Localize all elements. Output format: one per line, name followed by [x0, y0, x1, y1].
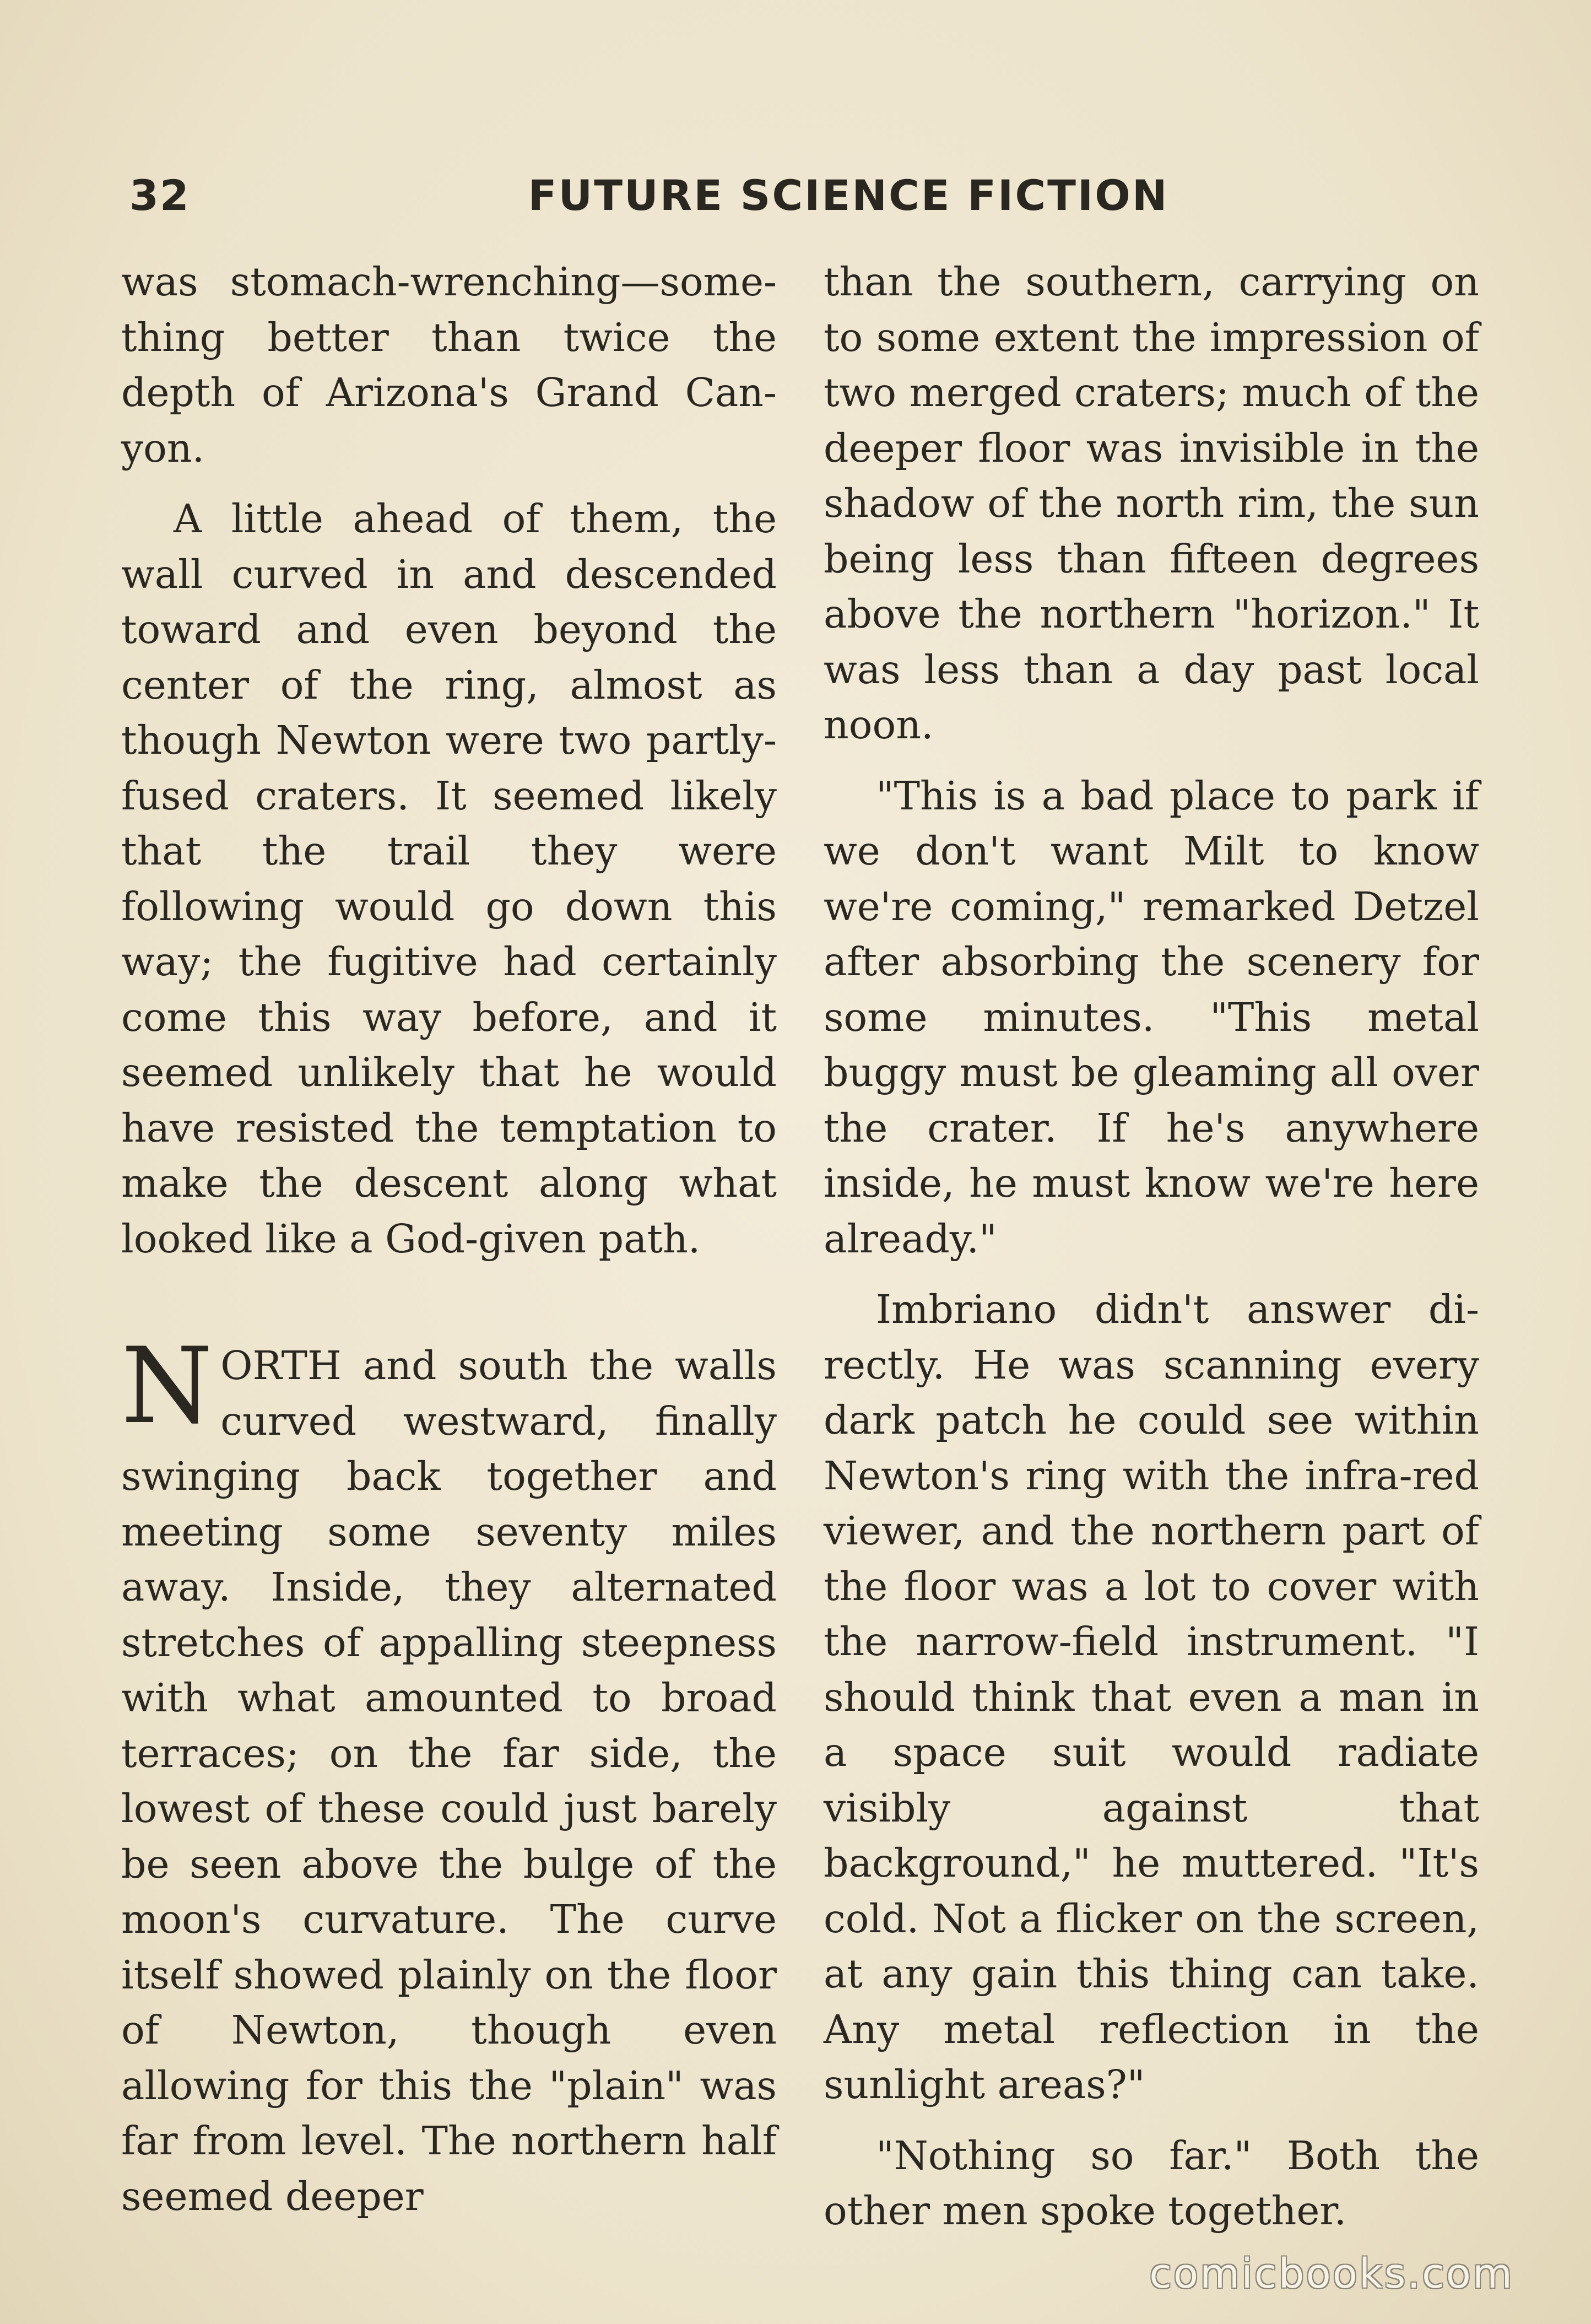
left-column [121, 255, 777, 2224]
paragraph: "This is a bad place to park if we don't want Milt to know we're coming," remarked Detzel after absorbing the scenery for some minutes. "This metal buggy must be gleaming all over the crater. If he's anywhere inside, he must know we're here already." [824, 772, 1479, 1262]
paragraph: A little ahead of them, the wall curved in and descended toward and even beyond the center of the ring, almost as though Newton were two partly-fused craters. It seemed likely that the trail they were following would go down this way; the fugitive had certainly come this way before, and it seemed unlikely that he would have resisted the temptation to make the descent along what looked like a God-given path. [121, 496, 777, 1262]
paragraph: "Nothing so far." Both the other men spoke together. [824, 2132, 1479, 2234]
section-paragraph [121, 1325, 777, 2224]
paragraph: Imbriano didn't answer directly. He was scanning every dark patch he could see within Newton's ring with the infra-red viewer, and the northern part of the floor was a lot to cover with the narrow-field instrument. "I should think that even a man in a space suit would radiate visibly against that background," he muttered. "It's cold. Not a flicker on the screen, at any gain this thing can take. Any metal reflection in the sunlight areas?" [824, 1287, 1479, 2107]
watermark: comicbooks.com [1149, 2250, 1514, 2298]
page-header [118, 165, 1485, 237]
paragraph-text: ORTH and south the walls curved westward, finally swinging back together and meeting some seventy miles away. Inside, they alternated stretches of appalling steepness with what amounted to broad terraces; on the far side, the lowest of these could just barely be seen above the bulge of the moon's curvature. The curve itself showed plainly on the floor of Newton, though even allowing for this the "plain" was far from level. The northern half seemed deeper [121, 1343, 777, 2219]
paragraph: was stomach-wrenching—something better than twice the depth of Arizona's Grand Canyon. [121, 259, 777, 471]
page-number: 32 [129, 171, 190, 220]
paragraph: than the southern, carrying on to some extent the impression of two merged craters; much of the deeper floor was invisible in the shadow of the north rim, the sun being less than fifteen degrees above the northern "horizon." It was less than a day past local noon. [824, 259, 1479, 748]
drop-cap: N [121, 1325, 213, 1447]
running-title: FUTURE SCIENCE FICTION [528, 171, 1169, 220]
right-column [824, 255, 1479, 2239]
